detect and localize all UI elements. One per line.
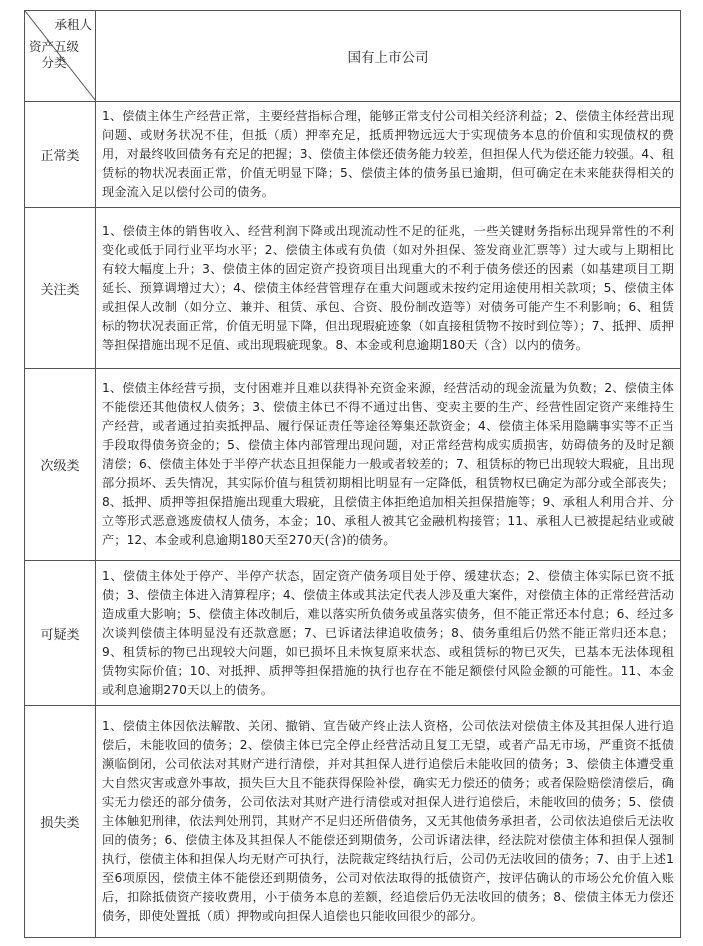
column-title: 国有上市公司 bbox=[347, 50, 429, 66]
category-cell bbox=[25, 561, 96, 706]
description-text: 1、偿债主体处于停产、半停产状态，固定资产债务项目处于停、缓建状态；2、偿债主体实际已资不抵债；3、偿债主体进入清算程序；4、偿债主体或其法定代表人涉及重大案件，对偿债主体的正常经营活动造成重大影响；5、偿债主体改制后，难以落实所负债务或虽落实债务，但不能正常还本付息；6、经过多次谈判偿债主体明显没有还款意愿；7、已诉诸法律追收债务；8、债务重组后仍然不能正常归还本息；9、租赁标的物已出现较大问题，如已损坏且未恢复原来状态、或租赁标的物已灭失，已基本无法体现租赁物实际价值；10、对抵押、质押等担保措施的执行也存在不能足额偿付风险金额的可能性。11、本金或利息逾期270天以上的债务。 bbox=[102, 568, 674, 697]
category-cell bbox=[25, 102, 96, 208]
table-row bbox=[25, 208, 681, 369]
category-cell bbox=[25, 208, 96, 369]
description-cell bbox=[96, 102, 681, 208]
description-cell bbox=[96, 561, 681, 706]
header-lessee-label: 承租人 bbox=[54, 17, 92, 32]
category-label: 损失类 bbox=[40, 816, 80, 831]
description-cell bbox=[96, 706, 681, 938]
table-row bbox=[25, 561, 681, 706]
table-row bbox=[25, 706, 681, 938]
column-title-cell bbox=[96, 11, 681, 102]
table-header-row bbox=[25, 11, 681, 102]
description-cell bbox=[96, 208, 681, 369]
description-text: 1、偿债主体因依法解散、关闭、撤销、宣告破产终止法人资格，公司依法对偿债主体及其担保人进行追偿后，未能收回的债务；2、偿债主体已完全停止经营活动且复工无望，或者产品无市场，严重资不抵债濒临倒闭，公司依法对其财产进行清偿，并对其担保人进行追偿后未能收回的债务；3、偿债主体遭受重大自然灾害或意外事故，损失巨大且不能获得保险补偿，确实无力偿还的债务；或者保险赔偿清偿后，确实无力偿还的部分债务，公司依法对其财产进行清偿或对担保人进行追偿后，未能收回的债务；5、偿债主体触犯刑律，依法判处刑罚，其财产不足归还所借债务，又无其他债务承担者，公司依法追偿后无法收回的债务；6、偿债主体及其担保人不能偿还到期债务，公司诉诸法律，经法院对偿债主体和担保人强制执行，偿债主体和担保人均无财产可执行，法院裁定终结执行后，公司仍无法收回的债务；7、由于上述1至6项原因，偿债主体不能偿还到期债务，公司对依法取得的抵债资产，按评估确认的市场公允价值入账后，扣除抵债资产接收费用，小于债务本息的差额，经追偿后仍无法收回的债务；8、偿债主体无力偿还债务，即使处置抵（质）押物或向担保人追偿也只能收回很少的部分。 bbox=[102, 719, 674, 923]
category-label: 可疑类 bbox=[40, 627, 80, 643]
classification-table-container bbox=[24, 10, 680, 938]
asset-classification-table bbox=[24, 10, 681, 938]
description-text: 1、偿债主体生产经营正常，主要经营指标合理，能够正常支付公司相关经济利益；2、偿债主体经营出现问题、或财务状况不佳，但抵（质）押率充足，抵质押物远远大于实现债务本息的价值和实现债权的费用，对最终收回债务有充足的把握；3、偿债主体偿还债务能力较差，但担保人代为偿还能力较强。4、租赁标的物状况表面正常，价值无明显下降；5、偿债主体的债务虽已逾期，但可确定在未来能获得相关的现金流入足以偿付公司的债务。 bbox=[102, 109, 674, 199]
description-cell bbox=[96, 369, 681, 561]
category-label: 次级类 bbox=[40, 459, 80, 474]
category-label: 正常类 bbox=[40, 149, 80, 164]
description-text: 1、偿债主体经营亏损，支付困难并且难以获得补充资金来源，经营活动的现金流量为负数；2、偿债主体不能偿还其他债权人债务；3、偿债主体已不得不通过出售、变卖主要的生产、经营性固定资产来维持生产经营，或者通过拍卖抵押品、履行保证责任等途径筹集还款资金；4、偿债主体采用隐瞒事实等不正当手段取得债务资金的；5、偿债主体内部管理出现问题，对正常经营构成实质损害，妨碍债务的及时足额清偿；6、偿债主体处于半停产状态且担保能力一般或者较差的；7、租赁标的物已出现较大瑕疵，且出现部分损坏、丢失情况，其实际价值与租赁初期相比明显有一定降低，租赁物权已确定为部分或全部丧失；8、抵押、质押等担保措施出现重大瑕疵，且偿债主体拒绝追加相关担保措施等；9、承租人利用合并、分立等形式恶意逃废债权人债务，本金；10、承租人被其它金融机构接管；11、承租人已被提起结业或破产；12、本金或利息逾期180天至270天(含)的债务。 bbox=[102, 381, 674, 547]
table-row bbox=[25, 102, 681, 208]
description-text: 1、偿债主体的销售收入、经营利润下降或出现流动性不足的征兆，一些关键财务指标出现异常性的不利变化或低于同行业平均水平；2、偿债主体或有负债（如对外担保、签发商业汇票等）过大或与上期相比有较大幅度上升；3、偿债主体的固定资产投资项目出现重大的不利于债务偿还的因素（如基建项目工期延长、预算调增过大）；4、偿债主体经营管理存在重大问题或未按约定用途使用相关款项；5、偿债主体或担保人改制（如分立、兼并、租赁、承包、合资、股份制改造等）对债务可能产生不利影响；6、租赁标的物状况表面正常，价值无明显下降，但出现瑕疵迹象（如直接租赁物不按时到位等）；7、抵押、质押等担保措施出现不足值、或出现瑕疵现象。8、本金或利息逾期180天（含）以内的债务。 bbox=[102, 223, 674, 352]
diagonal-header-cell bbox=[25, 11, 96, 102]
header-classification-label: 资产五级分类 bbox=[29, 39, 80, 70]
table-row bbox=[25, 369, 681, 561]
category-cell bbox=[25, 706, 96, 938]
category-cell bbox=[25, 369, 96, 561]
category-label: 关注类 bbox=[40, 282, 80, 298]
